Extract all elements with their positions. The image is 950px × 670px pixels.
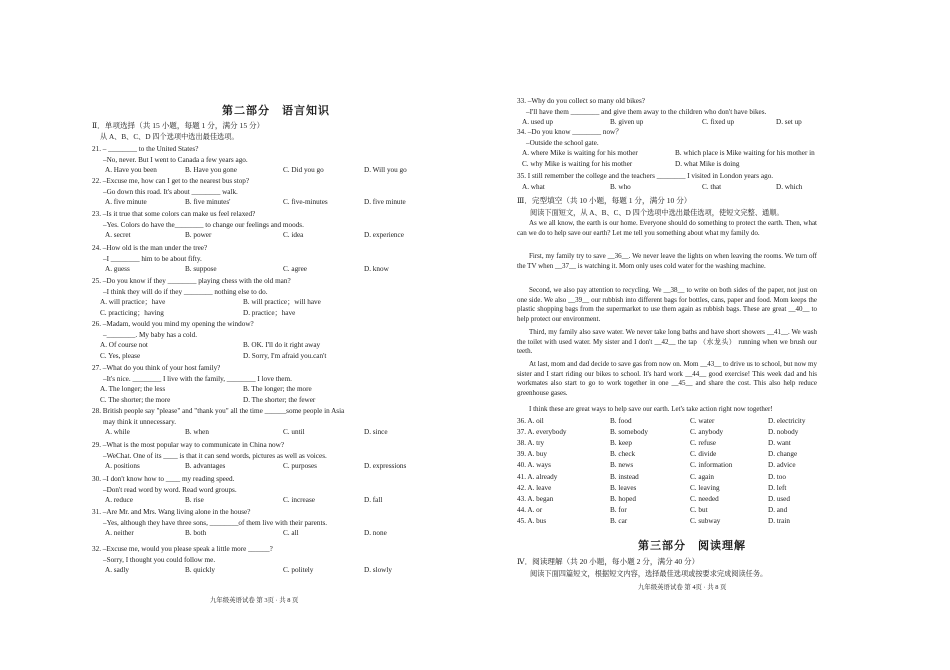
answer-option: A. will practice；have	[100, 298, 166, 306]
page-footer-3: 九年级英语试卷 第 3页 · 共 8 页	[210, 597, 299, 604]
cloze-option: C. anybody	[690, 428, 724, 437]
part4-heading: Ⅳ．阅读理解（共 20 小题，每小题 2 分，满分 40 分）	[517, 557, 700, 566]
question-stem-line: –It's nice. ________ I live with the family, ________ I love them.	[103, 374, 292, 383]
answer-option: A. where Mike is waiting for his mother	[522, 149, 638, 157]
cloze-option: B. car	[610, 516, 628, 525]
cloze-option: B. news	[610, 461, 634, 470]
answer-option: B. power	[185, 231, 212, 239]
cloze-option: 43. A. began	[517, 494, 554, 503]
answer-option: D. set up	[776, 118, 802, 126]
answer-option: B. will practice；will have	[243, 298, 321, 306]
cloze-option: D. advice	[768, 461, 796, 470]
section-title-reading: 第三部分 阅读理解	[638, 539, 746, 552]
cloze-option: 36. A. oil	[517, 417, 544, 425]
question-stem-line: 33. –Why do you collect so many old bikes?	[517, 97, 645, 105]
answer-option: A. secret	[105, 231, 131, 239]
question-stem-line: 28. British people say "please" and "thank you" all the time ______some people in Asia	[92, 407, 345, 415]
passage-paragraph: First, my family try to save __36__. We never leave the lights on when leaving the rooms. We turn off the TV when __37__ is watching it. Mom only uses cold water for the washing machine.	[517, 252, 817, 270]
part2-heading: Ⅱ．单项选择（共 15 小题，每题 1 分，满分 15 分）	[92, 121, 265, 130]
answer-option: D. which	[776, 182, 803, 191]
part4-instructions: 阅读下面四篇短文，根据短文内容，选择最佳选项或按要求完成阅读任务。	[530, 570, 768, 578]
answer-option: D. Will you go	[364, 166, 407, 174]
answer-option: A. Of course not	[100, 341, 148, 349]
answer-option: B. Have you gone	[185, 166, 237, 174]
answer-option: D. slowly	[364, 566, 392, 574]
answer-option: D. fall	[364, 496, 383, 504]
cloze-option: B. food	[610, 417, 632, 425]
question-stem-line: –I think they will do if they ________ nothing else to do.	[103, 287, 268, 296]
question-stem-line: –Go down this road. It's about ________ walk.	[103, 187, 238, 196]
answer-option: D. The shorter; the fewer	[243, 395, 316, 404]
answer-option: B. which place is Mike waiting for his mother in	[675, 149, 815, 157]
question-stem-line: –Don't read word by word. Read word groups.	[103, 485, 237, 494]
cloze-option: B. check	[610, 450, 636, 459]
cloze-option: B. instead	[610, 472, 639, 481]
cloze-option: D. train	[768, 516, 790, 525]
answer-option: A. sadly	[105, 566, 129, 574]
question-stem-line: –I'll have them ________ and give them away to the children who don't have bikes.	[526, 107, 767, 116]
cloze-option: D. left	[768, 483, 787, 492]
answer-option: C. why Mike is waiting for his mother	[522, 159, 633, 168]
answer-option: B. rise	[185, 496, 204, 504]
cloze-option: D. used	[768, 494, 790, 503]
cloze-option: C. again	[690, 472, 714, 481]
answer-option: A. Have you been	[105, 166, 157, 174]
cloze-option: C. information	[690, 461, 733, 470]
answer-option: B. given up	[610, 118, 644, 126]
answer-option: D. know	[364, 265, 389, 273]
answer-option: C. five-minutes	[283, 198, 328, 206]
cloze-option: D. nobody	[768, 428, 799, 437]
answer-option: B. when	[185, 428, 209, 436]
answer-option: D. since	[364, 428, 388, 436]
cloze-option: D. want	[768, 439, 791, 448]
cloze-option: C. leaving	[690, 483, 720, 492]
question-stem-line: 22. –Excuse me, how can I get to the nearest bus stop?	[92, 177, 250, 185]
answer-option: C. fixed up	[702, 118, 735, 126]
answer-option: C. agree	[283, 265, 307, 273]
page-footer-4: 九年级英语试卷 第 4页 · 共 8 页	[638, 584, 727, 591]
answer-option: A. while	[105, 428, 130, 436]
question-stem-line: 25. –Do you know if they ________ playing chess with the old man?	[92, 277, 291, 285]
cloze-option: 41. A. already	[517, 472, 558, 481]
question-stem-line: –Yes, although they have three sons, ________of them live with their parents.	[103, 518, 328, 527]
section-title-language-knowledge: 第二部分 语言知识	[222, 104, 330, 117]
answer-option: A. The longer; the less	[100, 385, 166, 393]
cloze-option: 44. A. or	[517, 505, 543, 514]
answer-option: D. none	[364, 529, 387, 537]
cloze-option: 38. A. try	[517, 439, 545, 448]
part2-instructions: 从 A、B、C、D 四个选项中选出最佳选项。	[100, 133, 239, 141]
answer-option: A. used up	[522, 118, 553, 126]
answer-option: D. experience	[364, 231, 404, 239]
question-stem-line: 23. –Is it true that some colors can make us feel relaxed?	[92, 210, 256, 218]
passage-paragraph: I think these are great ways to help save our earth. Let's take action right now together!	[529, 405, 773, 413]
answer-option: A. reduce	[105, 496, 133, 504]
answer-option: D. practice；have	[243, 308, 296, 317]
answer-option: A. five minute	[105, 198, 147, 206]
question-stem-line: –No, never. But I went to Canada a few years ago.	[103, 155, 248, 164]
cloze-option: C. subway	[690, 516, 721, 525]
part3-instructions: 阅读下面短文，从 A、B、C、D 四个选项中选出最佳选项，使短文完整、通顺。	[530, 209, 784, 217]
answer-option: B. suppose	[185, 265, 217, 273]
answer-option: C. that	[702, 182, 722, 191]
question-stem-line: 21. – ________ to the United States?	[92, 145, 199, 153]
answer-option: B. both	[185, 529, 207, 537]
cloze-option: 45. A. bus	[517, 516, 547, 525]
answer-option: D. five minute	[364, 198, 406, 206]
answer-option: D. expressions	[364, 462, 407, 470]
question-stem-line: –WeChat. One of its ____ is that it can send words, pictures as well as voices.	[103, 451, 327, 460]
answer-option: C. increase	[283, 496, 315, 504]
answer-option: C. until	[283, 428, 305, 436]
question-stem-line: –Sorry, I thought you could follow me.	[103, 555, 216, 564]
answer-option: C. practicing；having	[100, 308, 164, 317]
passage-paragraph: Second, we also pay attention to recycling. We __38__ to write on both sides of the paper, not just on one side. We also __39__ our rubbish into different bags for bottles, cans, paper and food. Mom keeps the plastic shopping bags from the supermarket to use them again as rubbish bags. These are great __40__ to help protect our environment.	[517, 286, 817, 323]
cloze-option: 40. A. ways	[517, 461, 551, 470]
passage-paragraph: At last, mom and dad decide to save gas from now on. Mom __43__ to drive us to school, but now my sister and I start riding our bikes to school. It's hard work __44__ good exercise! This week dad and his workmates also start to go to work together in one __45__ and share the cost. This also help reduce greenhouse gases.	[517, 360, 817, 397]
cloze-option: D. too	[768, 472, 786, 481]
passage-paragraph: As we all know, the earth is our home. Everyone should do something to protect the earth. Then, what can we do to help save our earth? Let me tell you something about what my family do.	[517, 219, 817, 237]
answer-option: A. what	[522, 182, 545, 191]
answer-option: C. all	[283, 529, 299, 537]
cloze-option: B. leaves	[610, 483, 637, 492]
question-stem-line: 26. –Madam, would you mind my opening the window?	[92, 320, 254, 328]
answer-option: C. Yes, please	[100, 351, 141, 360]
answer-option: B. advantages	[185, 462, 226, 470]
cloze-option: C. refuse	[690, 439, 716, 448]
question-stem-line: 30. –I don't know how to ____ my reading speed.	[92, 475, 235, 483]
question-stem-line: 31. –Are Mr. and Mrs. Wang living alone in the house?	[92, 508, 251, 516]
part3-heading: Ⅲ．完型填空（共 10 小题，每题 1 分，满分 10 分）	[517, 196, 692, 205]
question-stem-line: 32. –Excuse me, would you please speak a little more ______?	[92, 545, 273, 553]
question-stem-line: 34. –Do you know ________ now？	[517, 128, 623, 136]
answer-option: C. The shorter; the more	[100, 395, 171, 404]
cloze-option: D. and	[768, 505, 788, 514]
answer-option: B. The longer; the more	[243, 385, 312, 393]
cloze-option: 39. A. buy	[517, 450, 547, 459]
answer-option: A. neither	[105, 529, 134, 537]
passage-paragraph: Third, my family also save water. We never take long baths and have short showers __41__. We wash the toilet with used water. My sister and I don't __42__ the tap （水龙头） running when we brush our teeth.	[517, 328, 817, 356]
answer-option: A. positions	[105, 462, 140, 470]
cloze-option: 42. A. leave	[517, 483, 552, 492]
question-stem-line: 35. I still remember the college and the teachers ________ I visited in London years ago.	[517, 172, 774, 180]
right-page	[475, 0, 950, 670]
cloze-option: C. water	[690, 417, 715, 425]
question-stem-line: –I ________ him to be about fifty.	[103, 254, 202, 263]
cloze-option: 37. A. everybody	[517, 428, 567, 437]
cloze-option: B. keep	[610, 439, 632, 448]
answer-option: C. purposes	[283, 462, 317, 470]
cloze-option: D. electricity	[768, 417, 806, 425]
cloze-option: D. change	[768, 450, 798, 459]
question-stem-line: 29. –What is the most popular way to communicate in China now?	[92, 441, 285, 449]
question-stem-line: 24. –How old is the man under the tree?	[92, 244, 208, 252]
question-stem-line: 27. –What do you think of your host family?	[92, 364, 221, 372]
answer-option: D. what Mike is doing	[675, 159, 740, 168]
answer-option: B. five minutes'	[185, 198, 231, 206]
cloze-option: C. divide	[690, 450, 717, 459]
question-stem-line: may think it unnecessary.	[103, 417, 176, 426]
answer-option: A. guess	[105, 265, 130, 273]
cloze-option: C. but	[690, 505, 708, 514]
cloze-option: C. needed	[690, 494, 719, 503]
answer-option: C. idea	[283, 231, 304, 239]
answer-option: D. Sorry, I'm afraid you.can't	[243, 351, 327, 360]
answer-option: C. politely	[283, 566, 314, 574]
question-stem-line: –Outside the school gate.	[526, 138, 599, 147]
answer-option: B. quickly	[185, 566, 215, 574]
cloze-option: B. somebody	[610, 428, 648, 437]
question-stem-line: –Yes. Colors do have the________ to change our feelings and moods.	[103, 220, 304, 229]
cloze-option: B. hoped	[610, 494, 636, 503]
answer-option: C. Did you go	[283, 166, 324, 174]
answer-option: B. who	[610, 182, 631, 191]
question-stem-line: –________. My baby has a cold.	[103, 330, 198, 339]
cloze-option: B. for	[610, 505, 627, 514]
answer-option: B. OK. I'll do it right away	[243, 341, 321, 349]
